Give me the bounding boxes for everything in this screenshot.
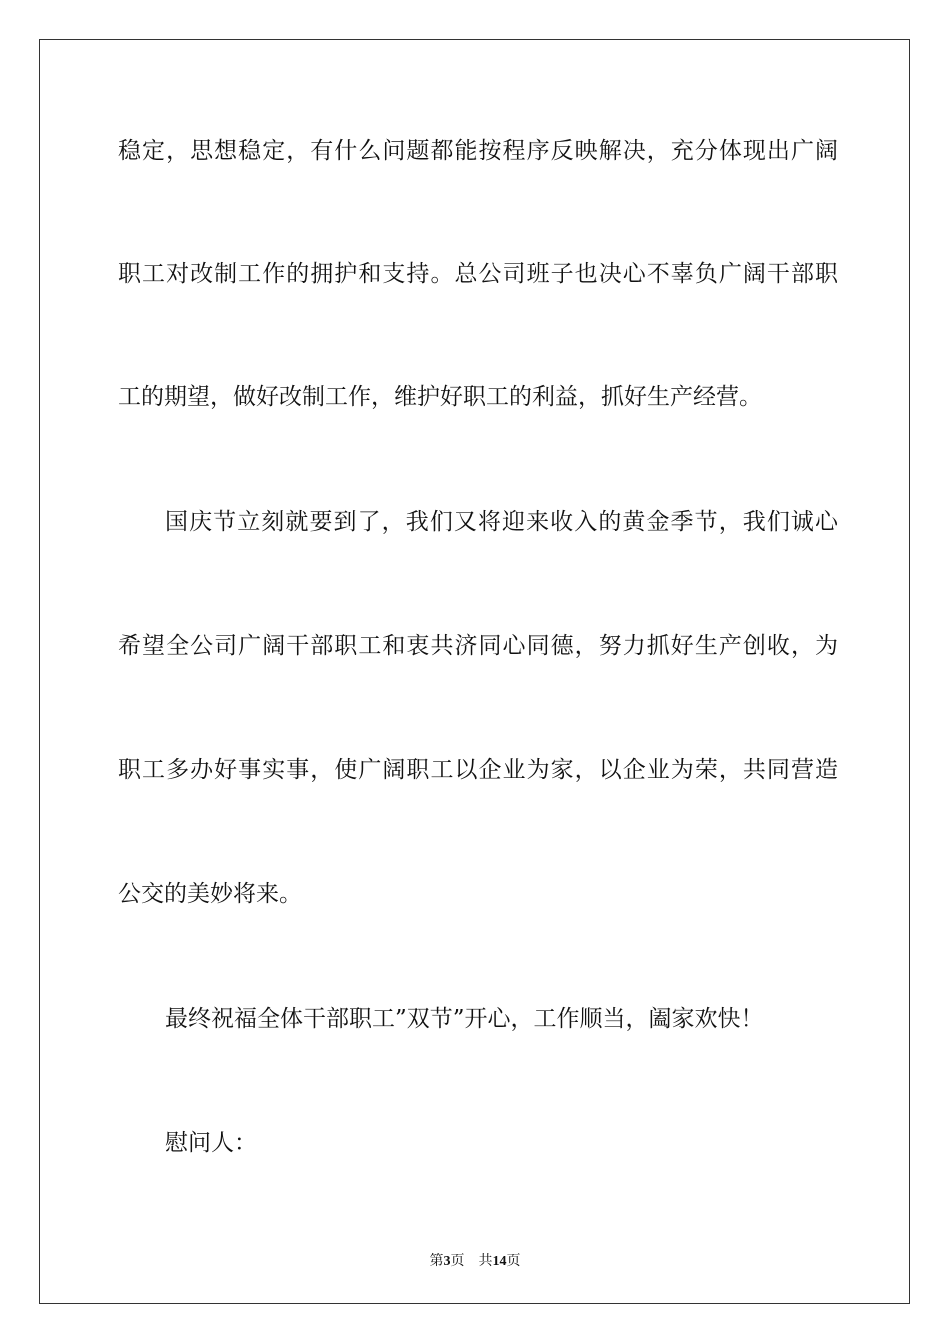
footer-total-prefix: 共	[478, 1254, 493, 1269]
footer-page-total: 14	[492, 1254, 507, 1269]
page-footer	[0, 1250, 950, 1270]
footer-page-mid: 页	[450, 1254, 465, 1269]
body-line-1: 稳定，思想稳定，有什么问题都能按程序反映解决，充分体现出广阔	[118, 138, 838, 164]
body-line-9: 慰问人：	[165, 1130, 257, 1156]
footer-page-current: 3	[443, 1254, 451, 1269]
body-line-7: 公交的美妙将来。	[118, 881, 302, 907]
body-line-8: 最终祝福全体干部职工”双节”开心，工作顺当，阖家欢快！	[165, 1006, 764, 1032]
body-line-6: 职工多办好事实事，使广阔职工以企业为家，以企业为荣，共同营造	[118, 757, 838, 783]
footer-total-suffix: 页	[506, 1254, 521, 1269]
body-line-5: 希望全公司广阔干部职工和衷共济同心同德，努力抓好生产创收，为	[118, 633, 838, 659]
page-border	[39, 39, 910, 1304]
body-line-3: 工的期望，做好改制工作，维护好职工的利益，抓好生产经营。	[118, 384, 762, 410]
body-line-4: 国庆节立刻就要到了，我们又将迎来收入的黄金季节，我们诚心	[165, 509, 838, 535]
body-line-2: 职工对改制工作的拥护和支持。总公司班子也决心不辜负广阔干部职	[118, 261, 838, 287]
footer-page-prefix: 第	[429, 1254, 444, 1269]
